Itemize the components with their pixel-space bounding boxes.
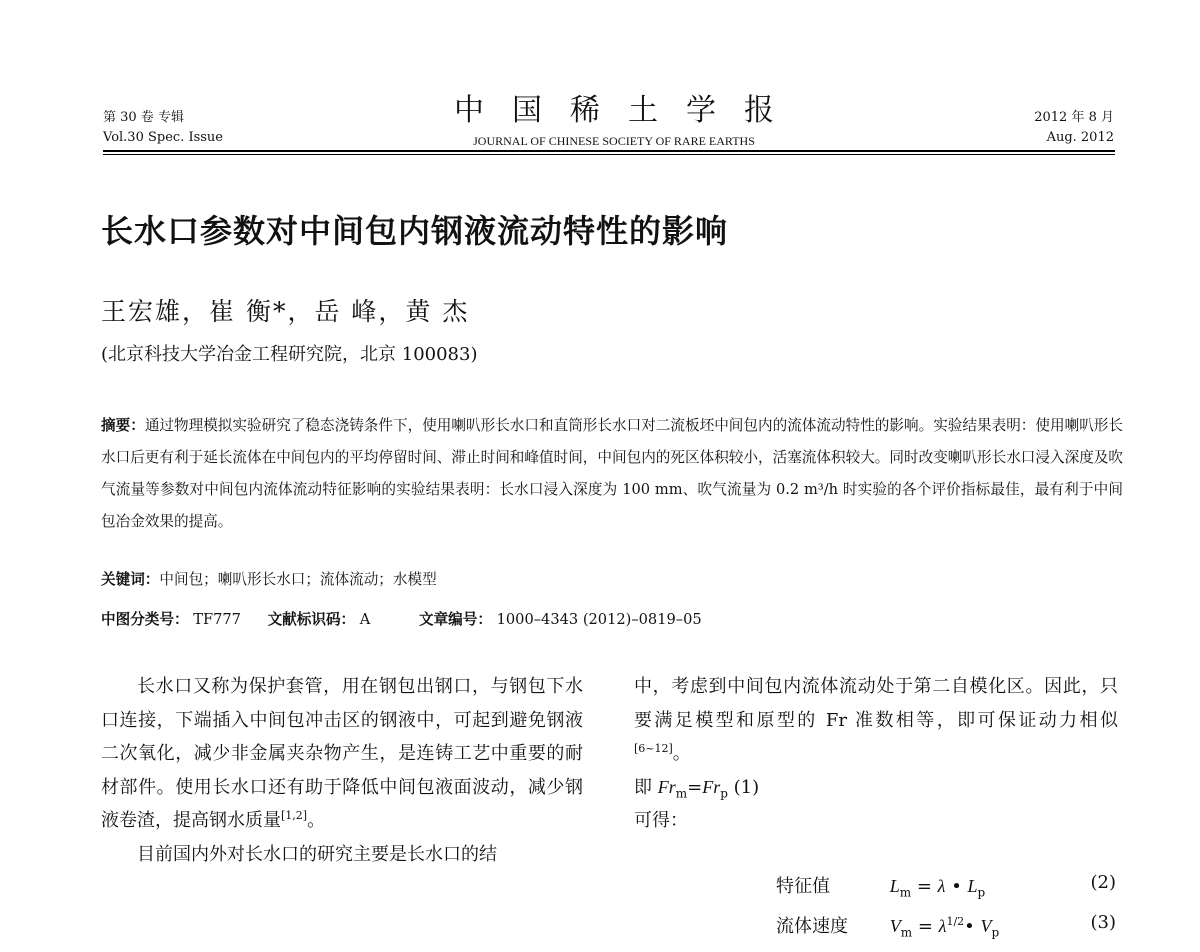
abstract-text: 通过物理模拟实验研究了稳态浇铸条件下，使用喇叭形长水口和直筒形长水口对二流板坯中间包内的流体流动特性的影响。实验结果表明：使用喇叭形长水口后更有利于延长流体在中间包内的平均停留时间、滞止时间和峰值时间，中间包内的死区体积较小，活塞流体积较大。同时改变喇叭形长水口浸入深度及吹气流量等参数对中间包内流体流动特征影响的实验结果表明：长水口浸入深度为 100 mm、吹气流量为 0.2 m³/h 时实验的各个评价指标最佳，最有利于中间包冶金效果的提高。	[101, 417, 1123, 530]
article-id-value: 1000–4343 (2012)–0819–05	[496, 611, 702, 628]
equation-3	[776, 912, 1116, 938]
journal-name-en: JOURNAL OF CHINESE SOCIETY OF RARE EARTHS	[473, 134, 755, 148]
equation-3-formula: $V_m$ = $\lambda^{1/2}•$ $V_p$	[889, 915, 1000, 940]
abstract-label: 摘要：	[101, 417, 145, 434]
body-paragraph	[634, 670, 1118, 771]
classification-line	[101, 608, 702, 632]
header-rule-thin	[103, 154, 1115, 155]
header-volume	[103, 108, 223, 148]
equation-3-number: (3)	[1090, 912, 1116, 933]
equation-3-label: 流体速度	[776, 916, 848, 937]
body-paragraph: 目前国内外对长水口的研究主要是长水口的结	[137, 843, 497, 865]
header-date	[1034, 108, 1114, 148]
equation-1-number: (1)	[733, 776, 760, 798]
header-journal	[420, 92, 808, 150]
body-column-left	[101, 670, 583, 871]
journal-name-cn: 中国稀土学报	[454, 93, 802, 128]
abstract	[101, 410, 1123, 538]
body-column-right	[634, 670, 1118, 838]
citation-ref: [6~12]	[634, 742, 673, 755]
paragraph-text: 中，考虑到中间包内流体流动处于第二自模化区。因此，只要满足模型和原型的 Fr 准数相等，即可保证动力相似	[634, 676, 1118, 731]
equation-2-number: (2)	[1090, 872, 1116, 893]
header-rule-thick	[103, 150, 1115, 152]
keywords	[101, 568, 437, 592]
doc-code-value: A	[359, 611, 371, 628]
equation-1	[634, 771, 1118, 805]
header-date-cn: 2012 年 8 月	[1034, 110, 1114, 125]
equation-2	[776, 872, 1116, 898]
paragraph-end: 。	[307, 810, 326, 831]
header-date-en: Aug. 2012	[1046, 130, 1114, 145]
paper-affiliation: (北京科技大学冶金工程研究院，北京 100083)	[101, 344, 478, 365]
citation-ref: [1,2]	[281, 809, 308, 822]
body-paragraph	[101, 670, 583, 838]
can-get-text: 可得：	[634, 810, 688, 831]
paper-title: 长水口参数对中间包内钢液流动特性的影响	[101, 212, 729, 250]
equation-1-prefix: 即	[634, 776, 652, 798]
keywords-label: 关键词：	[101, 571, 160, 588]
paragraph-end: 。	[672, 743, 691, 764]
paper-authors: 王宏雄，崔 衡*，岳 峰，黄 杰	[101, 297, 470, 326]
clc-label: 中图分类号：	[101, 611, 189, 628]
equation-2-formula: $L_m = \lambda$ • $L_p$	[889, 876, 986, 900]
keywords-text: 中间包；喇叭形长水口；流体流动；水模型	[159, 571, 437, 588]
doc-code-label: 文献标识码：	[267, 611, 356, 628]
equation-1-formula: $Fr_m=Fr_p$	[657, 776, 728, 801]
paragraph-text: 长水口又称为保护套管，用在钢包出钢口，与钢包下水口连接，下端插入中间包冲击区的钢液中，可起到避免钢液二次氧化，减少非金属夹杂物产生，是连铸工艺中重要的耐材部件。使用长水口还有助于降低中间包液面波动，减少钢液卷渣，提高钢水质量	[101, 676, 583, 831]
equation-2-label: 特征值	[776, 876, 830, 897]
header-volume-cn: 第 30 卷 专辑	[103, 110, 184, 125]
article-id-label: 文章编号：	[418, 611, 492, 628]
clc-value: TF777	[193, 611, 241, 628]
header-volume-en: Vol.30 Spec. Issue	[103, 130, 223, 145]
